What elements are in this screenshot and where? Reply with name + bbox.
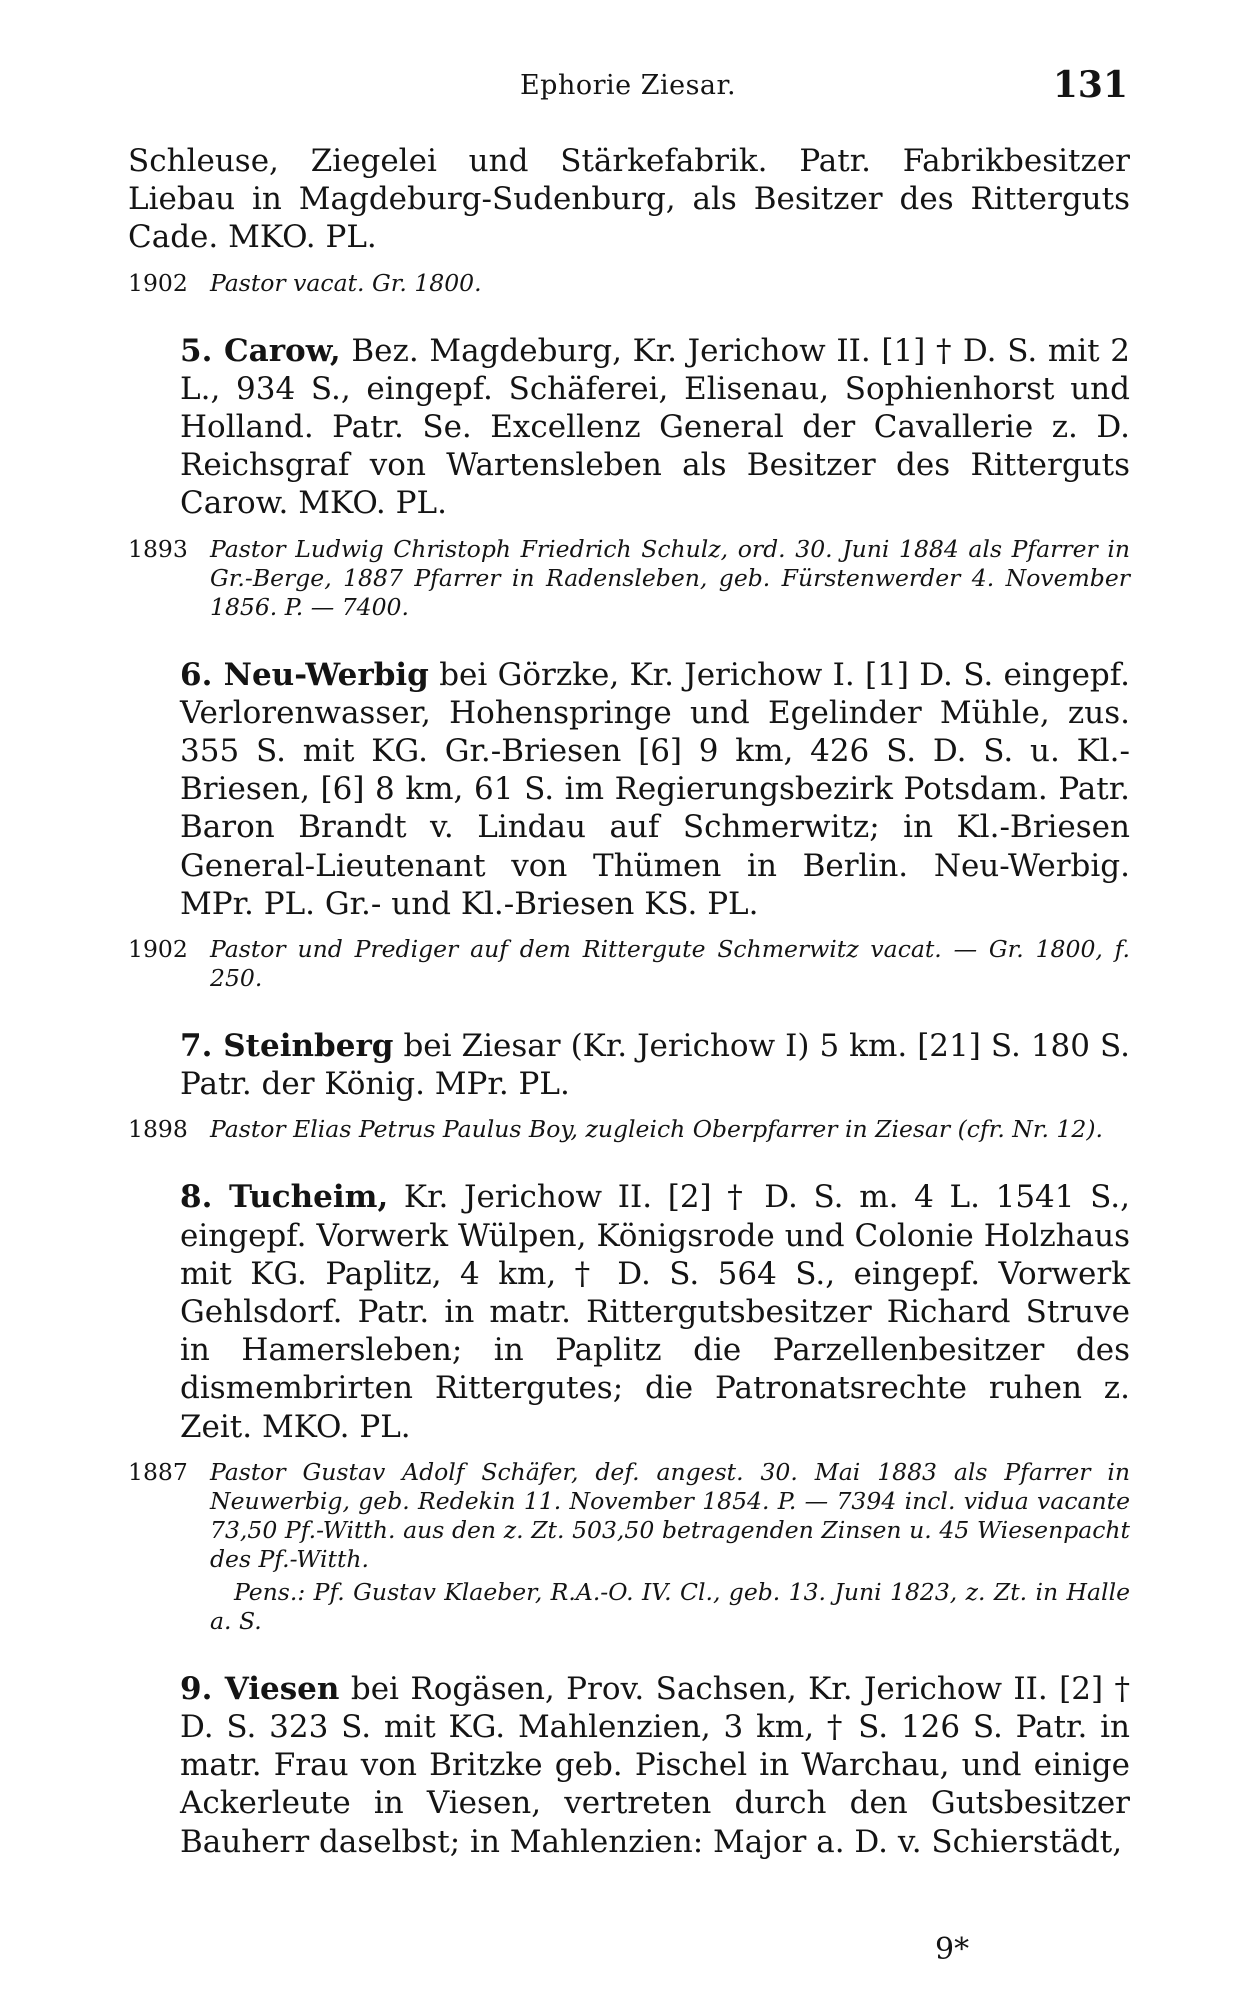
entry-note: [128, 1115, 1130, 1144]
entry-8-tucheim: [128, 1178, 1130, 1635]
entry-text: Schleuse, Ziegelei und Stärkefabrik. Patr. Fabrikbesitzer Liebau in Magdeburg-Sudenburg, als Besitzer des Ritterguts Cade. MKO. PL.: [128, 143, 1130, 256]
note-text: Pastor Gustav Adolf Schäfer, def. angest. 30. Mai 1883 als Pfarrer in Neuwerbig, geb. Redekin 11. November 1854. P. — 7394 incl. vidua vacante 73,50 Pf.-Witth. aus den z. Zt. 503,50 betragenden Zinsen u. 45 Wiesenpacht des Pf.-Witth.: [210, 1457, 1130, 1573]
entry-6-neu-werbig: [128, 656, 1130, 993]
note-year: 1898: [128, 1115, 188, 1144]
page-body: [128, 142, 1130, 1861]
entry-heading: 6. Neu-Werbig: [180, 656, 429, 693]
entry-note: [128, 1458, 1130, 1574]
page-header: [128, 62, 1128, 112]
note-text: Pastor Elias Petrus Paulus Boy, zugleich Oberpfarrer in Ziesar (cfr. Nr. 12).: [210, 1115, 1103, 1144]
page-number: 131: [1052, 64, 1128, 106]
entry-paragraph: [128, 332, 1130, 523]
entry-heading: 5. Carow,: [180, 332, 341, 369]
entry-text: bei Rogäsen, Prov. Sachsen, Kr. Jerichow II. [2] † D. S. 323 S. mit KG. Mahlenzien, 3 km, † S. 126 S. Patr. in matr. Frau von Britzke geb. Pischel in Warchau, und einige Ackerleute in Viesen, vertreten durch den Gutsbesitzer Bauherr daselbst; in Mahlenzien: Major a. D. v. Schierstädt,: [180, 1670, 1130, 1860]
entry-heading: 8. Tucheim,: [180, 1179, 389, 1216]
entry-note: [128, 269, 1130, 298]
entry-paragraph: [128, 1027, 1130, 1103]
note-year: 1902: [128, 268, 188, 297]
note-text: Pastor Ludwig Christoph Friedrich Schulz, ord. 30. Juni 1884 als Pfarrer in Gr.-Berge, 1887 Pfarrer in Radensleben, geb. Fürstenwerder 4. November 1856. P. — 7400.: [210, 534, 1130, 621]
entry-note: [128, 535, 1130, 622]
entry-text: bei Ziesar (Kr. Jerichow I) 5 km. [21] S. 180 S. Patr. der König. MPr. PL.: [180, 1028, 1130, 1103]
entry-heading: 9. Viesen: [180, 1670, 340, 1707]
entry-text: Kr. Jerichow II. [2] † D. S. m. 4 L. 1541 S., eingepf. Vorwerk Wülpen, Königsrode und Colonie Holzhaus mit KG. Paplitz, 4 km, † D. S. 564 S., eingepf. Vorwerk Gehlsdorf. Patr. in matr. Rittergutsbesitzer Richard Struve in Hamersleben; in Paplitz die Parzellenbesitzer des dismembrirten Rittergutes; die Patronatsrechte ruhen z. Zeit. MKO. PL.: [180, 1179, 1131, 1445]
note-year: 1887: [128, 1457, 188, 1486]
entry-paragraph: [128, 656, 1130, 923]
entry-7-steinberg: [128, 1027, 1130, 1144]
entry-5-carow: [128, 332, 1130, 622]
intro-entry: [128, 142, 1130, 298]
entry-note: [128, 935, 1130, 993]
entry-9-viesen: [128, 1670, 1130, 1861]
entry-text: bei Görzke, Kr. Jerichow I. [1] D. S. eingepf. Verlorenwasser, Hohenspringe und Egelinder Mühle, zus. 355 S. mit KG. Gr.-Briesen [6] 9 km, 426 S. D. S. u. Kl.-Briesen, [6] 8 km, 61 S. im Regierungsbezirk Potsdam. Patr. Baron Brandt v. Lindau auf Schmerwitz; in Kl.-Briesen General-Lieutenant von Thümen in Berlin. Neu-Werbig. MPr. PL. Gr.- und Kl.-Briesen KS. PL.: [180, 656, 1130, 922]
entry-heading: 7. Steinberg: [180, 1028, 394, 1065]
entry-text: Bez. Magdeburg, Kr. Jerichow II. [1] † D. S. mit 2 L., 934 S., eingepf. Schäferei, Elisenau, Sophienhorst und Holland. Patr. Se. Excellenz General der Cavallerie z. D. Reichsgraf von Wartensleben als Besitzer des Ritterguts Carow. MKO. PL.: [180, 332, 1131, 522]
running-head: Ephorie Ziesar.: [519, 70, 737, 101]
entry-paragraph: [128, 1670, 1130, 1861]
note-text: Pastor vacat. Gr. 1800.: [210, 268, 482, 297]
note-year: 1893: [128, 534, 188, 563]
note-text: Pastor und Prediger auf dem Rittergute Schmerwitz vacat. — Gr. 1800, f. 250.: [210, 935, 1130, 993]
entry-subnote: Pens.: Pf. Gustav Klaeber, R.A.-O. IV. Cl., geb. 13. Juni 1823, z. Zt. in Halle a. S.: [210, 1577, 1130, 1635]
entry-paragraph: [128, 1178, 1130, 1445]
signature-mark: 9*: [935, 1932, 970, 1967]
note-year: 1902: [128, 935, 188, 964]
